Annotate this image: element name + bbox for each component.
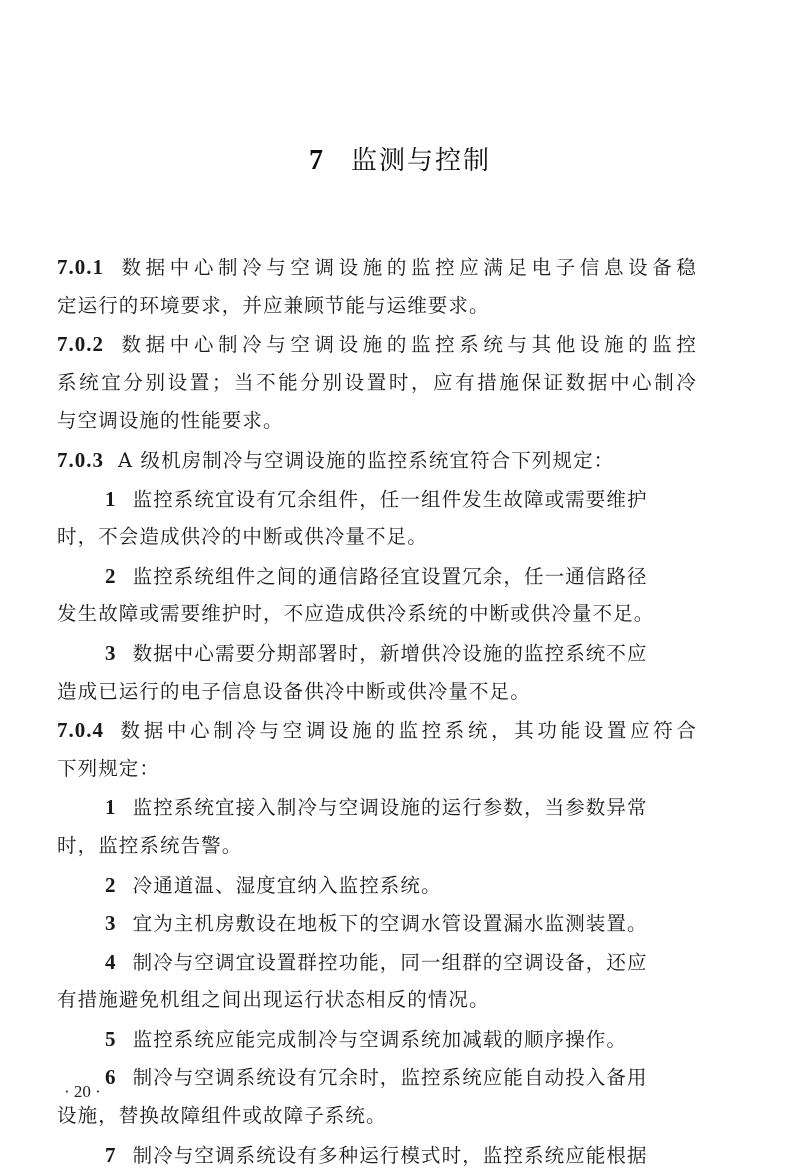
clause-number: 7.0.3 — [57, 447, 104, 472]
item-text: 发生故障或需要维护时，不应造成供冷系统的中断或供冷量不足。 — [57, 602, 655, 626]
item-text: 有措施避免机组之间出现运行状态相反的情况。 — [57, 988, 490, 1012]
list-item — [57, 557, 697, 634]
item-text: 监控系统宜设有冗余组件，任一组件发生故障或需要维护 — [132, 487, 648, 511]
item-number: 5 — [105, 1026, 117, 1051]
body-text — [57, 248, 697, 1174]
list-item — [57, 1136, 697, 1175]
page-number: · 20 · — [64, 1082, 101, 1101]
list-item — [57, 943, 697, 1020]
clause-text: A 级机房制冷与空调设施的监控系统宜符合下列规定： — [118, 448, 615, 472]
item-number: 2 — [105, 872, 117, 897]
clause-number: 7.0.2 — [57, 332, 104, 357]
clause-text: 系统宜分别设置；当不能分别设置时，应有措施保证数据中心制冷 — [57, 370, 697, 394]
clause-7-0-2 — [57, 325, 697, 441]
list-item — [57, 904, 697, 943]
clause-number: 7.0.4 — [57, 718, 104, 743]
item-text: 监控系统组件之间的通信路径宜设置冗余，任一通信路径 — [132, 564, 648, 588]
item-number: 3 — [105, 640, 117, 665]
clause-text: 下列规定： — [57, 756, 161, 780]
item-number: 4 — [105, 949, 117, 974]
list-item — [57, 480, 697, 557]
chapter-heading — [0, 140, 800, 177]
item-number: 3 — [105, 911, 117, 936]
item-text: 监控系统宜接入制冷与空调设施的运行参数，当参数异常 — [132, 796, 648, 820]
item-text: 时，监控系统告警。 — [57, 833, 243, 857]
item-number: 2 — [105, 563, 117, 588]
item-text: 监控系统应能完成制冷与空调系统加减载的顺序操作。 — [132, 1027, 628, 1051]
list-item — [57, 634, 697, 711]
clause-number: 7.0.1 — [57, 255, 104, 279]
item-number: 7 — [105, 1142, 117, 1167]
item-text: 冷通道温、湿度宜纳入监控系统。 — [132, 873, 442, 897]
list-item — [57, 1020, 697, 1059]
clause-7-0-3 — [57, 441, 697, 711]
item-text: 时，不会造成供冷的中断或供冷量不足。 — [57, 525, 428, 549]
clause-text: 与空调设施的性能要求。 — [57, 409, 284, 433]
item-number: 1 — [105, 486, 117, 511]
clause-text: 数据中心制冷与空调设施的监控系统与其他设施的监控 — [118, 333, 697, 357]
clause-7-0-4 — [57, 711, 697, 1174]
clause-7-0-1 — [57, 248, 697, 325]
item-number: 1 — [105, 795, 117, 820]
list-item — [57, 866, 697, 905]
item-text: 宜为主机房敷设在地板下的空调水管设置漏水监测装置。 — [132, 912, 648, 936]
clause-text: 数据中心制冷与空调设施的监控系统，其功能设置应符合 — [118, 719, 697, 743]
chapter-number: 7 — [308, 145, 325, 176]
item-text: 数据中心需要分期部署时，新增供冷设施的监控系统不应 — [132, 641, 648, 665]
clause-text: 数据中心制冷与空调设施的监控应满足电子信息设备稳 — [118, 256, 697, 279]
item-text: 造成已运行的电子信息设备供冷中断或供冷量不足。 — [57, 679, 531, 703]
clause-text: 定运行的环境要求，并应兼顾节能与运维要求。 — [57, 293, 490, 317]
item-text: 设施，替换故障组件或故障子系统。 — [57, 1104, 387, 1128]
item-number: 6 — [105, 1065, 117, 1090]
list-item — [57, 1058, 697, 1135]
chapter-title: 监测与控制 — [350, 146, 491, 176]
item-text: 制冷与空调系统设有多种运行模式时，监控系统应能根据 — [132, 1143, 648, 1167]
list-item — [57, 788, 697, 865]
item-text: 制冷与空调系统设有冗余时，监控系统应能自动投入备用 — [132, 1066, 648, 1090]
item-text: 制冷与空调宜设置群控功能，同一组群的空调设备，还应 — [132, 950, 648, 974]
